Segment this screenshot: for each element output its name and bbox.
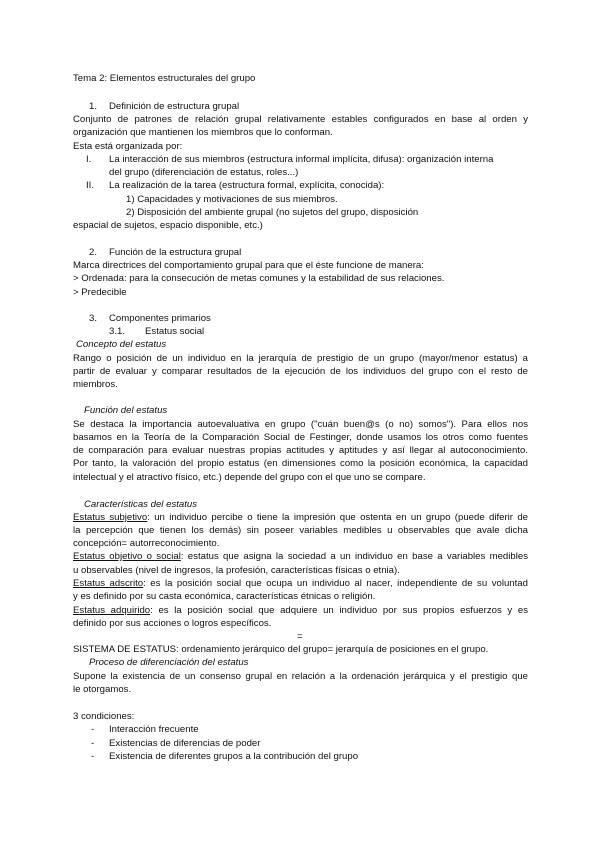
item-i-line-2: del grupo (diferenciación de estatus, roles...) xyxy=(109,167,299,178)
proceso-heading: Proceso de diferenciación del estatus xyxy=(89,657,249,668)
item-i-line-1: La interacción de sus miembros (estructura informal implícita, difusa): organización interna xyxy=(109,154,494,165)
subjetivo-term: Estatus subjetivo xyxy=(73,512,148,523)
subsection-3-1-number: 3.1. xyxy=(109,326,126,337)
item-ii-line-1: La realización de la tarea (estructura formal, explícita, conocida): xyxy=(109,180,385,191)
subjetivo-line-3: concepción= autorreconocimiento. xyxy=(73,538,220,549)
objetivo-line-1 xyxy=(73,550,528,563)
objetivo-line-2: u observables (nivel de ingresos, la profesión, características físicas o etnia). xyxy=(73,565,400,576)
funcion-line-4: Por tanto, la valoración del propio estatus (en dimensiones como la posición económica, la capacidad xyxy=(73,458,528,469)
list-bullet: - xyxy=(91,738,95,749)
concepto-heading: Concepto del estatus xyxy=(76,339,167,350)
sistema-de-estatus: SISTEMA DE ESTATUS: ordenamiento jerárquico del grupo= jerarquía de posiciones en el grupo. xyxy=(73,644,489,655)
caracteristicas-heading: Características del estatus xyxy=(84,499,198,510)
subjetivo-text: : un individuo percibe o tiene la impresión que ostenta en un grupo (puede diferir de xyxy=(147,512,528,523)
equals-sign: = xyxy=(297,631,303,642)
list-bullet: - xyxy=(91,724,95,735)
subjetivo-line-2: la percepción que tienen los demás) sin poseer variables medibles u observables que avale dicha xyxy=(73,525,528,536)
adquirido-text: : es la posición social que adquiere un individuo por sus propios esfuerzos y es xyxy=(150,605,528,616)
funcion-heading: Función del estatus xyxy=(84,405,168,416)
condiciones-title: 3 condiciones: xyxy=(73,711,135,722)
funcion-line-1: Se destaca la importancia autoevaluativa en grupo ("cuán buen@s (o no) somos"). Para ellos nos xyxy=(73,419,528,430)
adscrito-line-2: y es definido por su casta económica, características étnicas o religión. xyxy=(73,591,376,602)
organized-by: Esta está organizada por: xyxy=(73,141,183,152)
section-3-heading: Componentes primarios xyxy=(109,313,211,324)
adscrito-text: : es la posición social que ocupa un individuo al nacer, independiente de su voluntad xyxy=(143,578,528,589)
condicion-2: Existencias de diferencias de poder xyxy=(109,738,261,749)
condicion-1: Interacción frecuente xyxy=(109,724,199,735)
section-2-heading: Función de la estructura grupal xyxy=(109,247,242,258)
section-2-number: 2. xyxy=(89,247,98,258)
proceso-line-2: le otorgamos. xyxy=(73,684,132,695)
item-ii-sub-2-cont: espacial de sujetos, espacio disponible, etc.) xyxy=(73,220,263,231)
adscrito-term: Estatus adscrito xyxy=(73,578,144,589)
function-line-2: > Ordenada: para la consecución de metas comunes y la estabilidad de sus relaciones. xyxy=(73,273,445,284)
list-bullet: - xyxy=(91,751,95,762)
function-line-3: > Predecible xyxy=(73,287,127,298)
funcion-line-3: de comparación para evaluar nuestras propias actitudes y aptitudes y así llegar al autoconocimiento. xyxy=(73,445,528,456)
concepto-line-2: partir de evaluar y comparar resultados de la ejecución de los individuos del grupo con el resto de xyxy=(73,366,528,377)
document-title: Tema 2: Elementos estructurales del grupo xyxy=(73,73,256,84)
funcion-line-5: intelectual y el atractivo físico, etc.) depende del grupo con el que uno se compare. xyxy=(73,472,426,483)
subsection-3-1-heading: Estatus social xyxy=(145,326,205,337)
adquirido-term: Estatus adquirido xyxy=(73,605,151,616)
item-ii-sub-2: 2) Disposición del ambiente grupal (no sujetos del grupo, disposición xyxy=(126,207,419,218)
proceso-line-1: Supone la existencia de un consenso grupal en relación a la ordenación jerárquica y el prestigio que xyxy=(73,671,528,682)
objetivo-term: Estatus objetivo o social xyxy=(73,551,181,562)
condicion-3: Existencia de diferentes grupos a la contribución del grupo xyxy=(109,751,359,762)
definition-line-1: Conjunto de patrones de relación grupal relativamente estables configurados en base al orden y xyxy=(73,114,528,125)
concepto-line-3: miembros. xyxy=(73,379,118,390)
funcion-line-2: basamos en la Teoría de la Comparación Social de Festinger, donde usamos los otros como fuentes xyxy=(73,432,528,443)
section-1-number: 1. xyxy=(89,101,98,112)
item-ii-sub-1: 1) Capacidades y motivaciones de sus miembros. xyxy=(126,194,338,205)
concepto-line-1: Rango o posición de un individuo en la jerarquía de prestigio de un grupo (mayor/menor estatus) a xyxy=(73,353,528,364)
item-i-number: I. xyxy=(86,154,92,165)
definition-line-2: organización que mantienen los miembros que lo conforman. xyxy=(73,127,333,138)
adquirido-line-2: definido por sus acciones o logros específicos. xyxy=(73,618,272,629)
adscrito-line-1 xyxy=(73,577,528,590)
adquirido-line-1 xyxy=(73,604,528,617)
function-line-1: Marca directrices del comportamiento grupal para que el éste funcione de manera: xyxy=(73,260,424,271)
objetivo-text: : estatus que asigna la sociedad a un individuo en base a variables medibles xyxy=(180,551,528,562)
item-ii-number: II. xyxy=(86,180,94,191)
subjetivo-line-1 xyxy=(73,511,528,524)
section-1-heading: Definición de estructura grupal xyxy=(109,101,240,112)
section-3-number: 3. xyxy=(89,313,98,324)
